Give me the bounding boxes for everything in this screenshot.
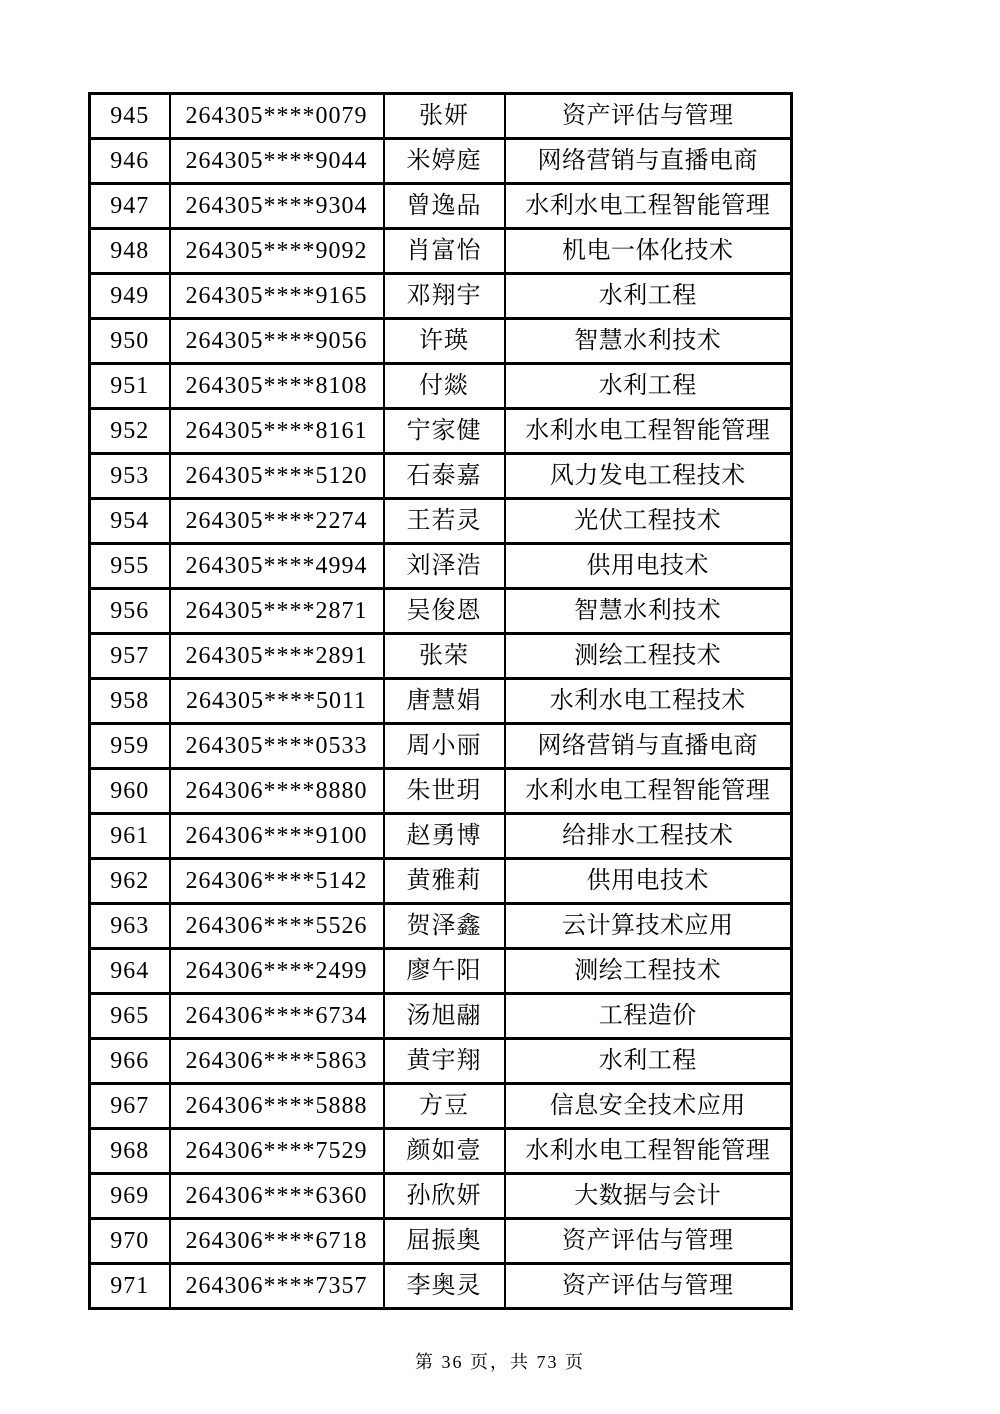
exam-id-cell: 264306****5888 [170, 1084, 384, 1129]
serial-number-cell: 955 [90, 544, 170, 589]
serial-number-cell: 953 [90, 454, 170, 499]
exam-id-cell: 264306****7357 [170, 1264, 384, 1309]
serial-number-cell: 968 [90, 1129, 170, 1174]
serial-number-cell: 964 [90, 949, 170, 994]
exam-id-cell: 264305****2891 [170, 634, 384, 679]
table-row [90, 814, 792, 859]
serial-number-cell: 950 [90, 319, 170, 364]
student-name-cell: 唐慧娟 [384, 679, 505, 724]
exam-id-cell: 264306****5863 [170, 1039, 384, 1084]
major-cell: 水利水电工程智能管理 [505, 184, 792, 229]
major-cell: 资产评估与管理 [505, 94, 792, 139]
serial-number-cell: 947 [90, 184, 170, 229]
major-cell: 水利水电工程智能管理 [505, 409, 792, 454]
student-name-cell: 朱世玥 [384, 769, 505, 814]
serial-number-cell: 946 [90, 139, 170, 184]
serial-number-cell: 966 [90, 1039, 170, 1084]
page-number-text: 第 36 页，共 73 页 [415, 1352, 585, 1372]
major-cell: 供用电技术 [505, 544, 792, 589]
table-row [90, 769, 792, 814]
exam-id-cell: 264305****0079 [170, 94, 384, 139]
exam-id-cell: 264305****9304 [170, 184, 384, 229]
serial-number-cell: 962 [90, 859, 170, 904]
table-row [90, 544, 792, 589]
serial-number-cell: 945 [90, 94, 170, 139]
major-cell: 云计算技术应用 [505, 904, 792, 949]
major-cell: 机电一体化技术 [505, 229, 792, 274]
table-row [90, 319, 792, 364]
major-cell: 光伏工程技术 [505, 499, 792, 544]
table-row [90, 454, 792, 499]
exam-id-cell: 264305****8161 [170, 409, 384, 454]
major-cell: 水利水电工程智能管理 [505, 1129, 792, 1174]
table-row [90, 184, 792, 229]
student-name-cell: 王若灵 [384, 499, 505, 544]
table-row [90, 274, 792, 319]
table-row [90, 1084, 792, 1129]
major-cell: 水利工程 [505, 274, 792, 319]
student-name-cell: 张妍 [384, 94, 505, 139]
exam-id-cell: 264306****8880 [170, 769, 384, 814]
serial-number-cell: 951 [90, 364, 170, 409]
major-cell: 水利水电工程技术 [505, 679, 792, 724]
major-cell: 工程造价 [505, 994, 792, 1039]
student-name-cell: 颜如壹 [384, 1129, 505, 1174]
serial-number-cell: 954 [90, 499, 170, 544]
student-name-cell: 张荣 [384, 634, 505, 679]
table-row [90, 364, 792, 409]
exam-id-cell: 264306****5142 [170, 859, 384, 904]
student-name-cell: 汤旭翮 [384, 994, 505, 1039]
table-row [90, 724, 792, 769]
student-name-cell: 赵勇博 [384, 814, 505, 859]
roster-table-body [90, 94, 792, 1309]
student-name-cell: 方豆 [384, 1084, 505, 1129]
student-name-cell: 邓翔宇 [384, 274, 505, 319]
serial-number-cell: 949 [90, 274, 170, 319]
major-cell: 给排水工程技术 [505, 814, 792, 859]
major-cell: 水利工程 [505, 1039, 792, 1084]
table-row [90, 1039, 792, 1084]
table-row [90, 1129, 792, 1174]
page-footer [0, 1348, 1000, 1374]
student-name-cell: 吴俊恩 [384, 589, 505, 634]
table-row [90, 859, 792, 904]
exam-id-cell: 264305****2871 [170, 589, 384, 634]
exam-id-cell: 264305****5120 [170, 454, 384, 499]
major-cell: 水利水电工程智能管理 [505, 769, 792, 814]
exam-id-cell: 264306****6718 [170, 1219, 384, 1264]
major-cell: 供用电技术 [505, 859, 792, 904]
student-name-cell: 米婷庭 [384, 139, 505, 184]
student-name-cell: 肖富怡 [384, 229, 505, 274]
exam-id-cell: 264306****7529 [170, 1129, 384, 1174]
serial-number-cell: 971 [90, 1264, 170, 1309]
major-cell: 网络营销与直播电商 [505, 724, 792, 769]
student-name-cell: 贺泽鑫 [384, 904, 505, 949]
major-cell: 信息安全技术应用 [505, 1084, 792, 1129]
table-row [90, 949, 792, 994]
student-name-cell: 李奥灵 [384, 1264, 505, 1309]
exam-id-cell: 264306****6360 [170, 1174, 384, 1219]
student-name-cell: 宁家健 [384, 409, 505, 454]
serial-number-cell: 969 [90, 1174, 170, 1219]
student-name-cell: 廖午阳 [384, 949, 505, 994]
table-row [90, 499, 792, 544]
major-cell: 测绘工程技术 [505, 634, 792, 679]
serial-number-cell: 963 [90, 904, 170, 949]
exam-id-cell: 264305****5011 [170, 679, 384, 724]
exam-id-cell: 264306****5526 [170, 904, 384, 949]
student-name-cell: 周小丽 [384, 724, 505, 769]
major-cell: 智慧水利技术 [505, 589, 792, 634]
major-cell: 风力发电工程技术 [505, 454, 792, 499]
student-roster-table [88, 92, 793, 1310]
serial-number-cell: 952 [90, 409, 170, 454]
table-row [90, 994, 792, 1039]
table-row [90, 679, 792, 724]
serial-number-cell: 959 [90, 724, 170, 769]
student-name-cell: 黄宇翔 [384, 1039, 505, 1084]
exam-id-cell: 264305****9044 [170, 139, 384, 184]
student-name-cell: 许瑛 [384, 319, 505, 364]
student-name-cell: 屈振奥 [384, 1219, 505, 1264]
serial-number-cell: 961 [90, 814, 170, 859]
exam-id-cell: 264305****8108 [170, 364, 384, 409]
table-row [90, 904, 792, 949]
student-name-cell: 石泰嘉 [384, 454, 505, 499]
exam-id-cell: 264305****9056 [170, 319, 384, 364]
table-row [90, 589, 792, 634]
serial-number-cell: 948 [90, 229, 170, 274]
table-row [90, 409, 792, 454]
table-row [90, 1174, 792, 1219]
major-cell: 资产评估与管理 [505, 1264, 792, 1309]
table-row [90, 634, 792, 679]
student-name-cell: 孙欣妍 [384, 1174, 505, 1219]
serial-number-cell: 970 [90, 1219, 170, 1264]
major-cell: 水利工程 [505, 364, 792, 409]
serial-number-cell: 967 [90, 1084, 170, 1129]
exam-id-cell: 264306****9100 [170, 814, 384, 859]
serial-number-cell: 956 [90, 589, 170, 634]
major-cell: 智慧水利技术 [505, 319, 792, 364]
table-row [90, 1264, 792, 1309]
exam-id-cell: 264305****9165 [170, 274, 384, 319]
exam-id-cell: 264305****0533 [170, 724, 384, 769]
serial-number-cell: 960 [90, 769, 170, 814]
student-name-cell: 刘泽浩 [384, 544, 505, 589]
table-row [90, 1219, 792, 1264]
serial-number-cell: 957 [90, 634, 170, 679]
serial-number-cell: 958 [90, 679, 170, 724]
serial-number-cell: 965 [90, 994, 170, 1039]
exam-id-cell: 264305****2274 [170, 499, 384, 544]
student-name-cell: 黄雅莉 [384, 859, 505, 904]
exam-id-cell: 264305****4994 [170, 544, 384, 589]
major-cell: 测绘工程技术 [505, 949, 792, 994]
exam-id-cell: 264306****2499 [170, 949, 384, 994]
major-cell: 大数据与会计 [505, 1174, 792, 1219]
table-row [90, 229, 792, 274]
student-name-cell: 付燚 [384, 364, 505, 409]
table-row [90, 94, 792, 139]
major-cell: 资产评估与管理 [505, 1219, 792, 1264]
major-cell: 网络营销与直播电商 [505, 139, 792, 184]
exam-id-cell: 264305****9092 [170, 229, 384, 274]
student-name-cell: 曾逸品 [384, 184, 505, 229]
table-row [90, 139, 792, 184]
exam-id-cell: 264306****6734 [170, 994, 384, 1039]
